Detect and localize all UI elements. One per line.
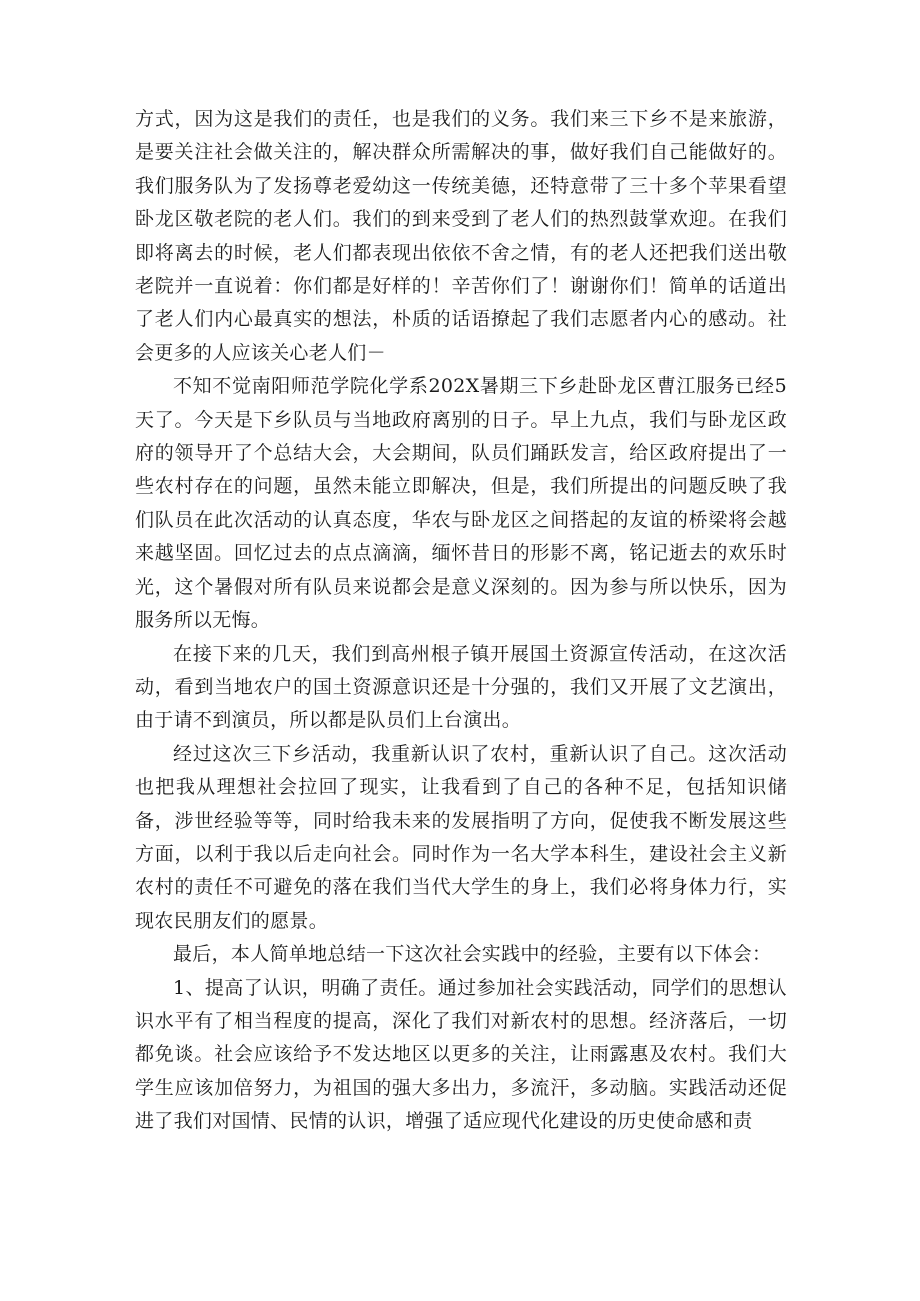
paragraph-2: 不知不觉南阳师范学院化学系202X暑期三下乡赴卧龙区曹江服务已经5天了。今天是下乡队员与当地政府离别的日子。早上九点，我们与卧龙区政府的领导开了个总结大会，大会期间，队员们踊跃发言，给区政府提出了一些农村存在的问题，虽然未能立即解决，但是，我们所提出的问题反映了我们队员在此次活动的认真态度，华农与卧龙区之间搭起的友谊的桥梁将会越来越坚固。回忆过去的点点滴滴，缅怀昔日的形影不离，铭记逝去的欢乐时光，这个暑假对所有队员来说都会是意义深刻的。因为参与所以快乐，因为服务所以无悔。 <box>135 375 787 632</box>
paragraph-1: 方式，因为这是我们的责任，也是我们的义务。我们来三下乡不是来旅游，是要关注社会做关注的，解决群众所需解决的事，做好我们自己能做好的。我们服务队为了发扬尊老爱幼这一传统美德，还特意带了三十多个苹果看望卧龙区敬老院的老人们。我们的到来受到了老人们的热烈鼓掌欢迎。在我们即将离去的时候，老人们都表现出依依不舍之情，有的老人还把我们送出敬老院并一直说着：你们都是好样的！辛苦你们了！谢谢你们！简单的话道出了老人们内心最真实的想法，朴质的话语撩起了我们志愿者内心的感动。社会更多的人应该关心老人们－ <box>135 108 787 364</box>
paragraph-4: 经过这次三下乡活动，我重新认识了农村，重新认识了自己。这次活动也把我从理想社会拉回了现实，让我看到了自己的各种不足，包括知识储备，涉世经验等等，同时给我未来的发展指明了方向，促使我不断发展这些方面，以利于我以后走向社会。同时作为一名大学本科生，建设社会主义新农村的责任不可避免的落在我们当代大学生的身上，我们必将身体力行，实现农民朋友们的愿景。 <box>135 742 787 932</box>
paragraph-6: 1、提高了认识，明确了责任。通过参加社会实践活动，同学们的思想认识水平有了相当程度的提高，深化了我们对新农村的思想。经济落后，一切都免谈。社会应该给予不发达地区以更多的关注，让雨露惠及农村。我们大学生应该加倍努力，为祖国的强大多出力，多流汗，多动脑。实践活动还促进了我们对国情、民情的认识，增强了适应现代化建设的历史使命感和责 <box>135 976 787 1133</box>
document-body <box>135 103 787 1139</box>
paragraph-3: 在接下来的几天，我们到高州根子镇开展国土资源宣传活动，在这次活动，看到当地农户的国土资源意识还是十分强的，我们又开展了文艺演出，由于请不到演员，所以都是队员们上台演出。 <box>135 642 787 732</box>
paragraph-5: 最后，本人简单地总结一下这次社会实践中的经验，主要有以下体会： <box>173 943 772 966</box>
